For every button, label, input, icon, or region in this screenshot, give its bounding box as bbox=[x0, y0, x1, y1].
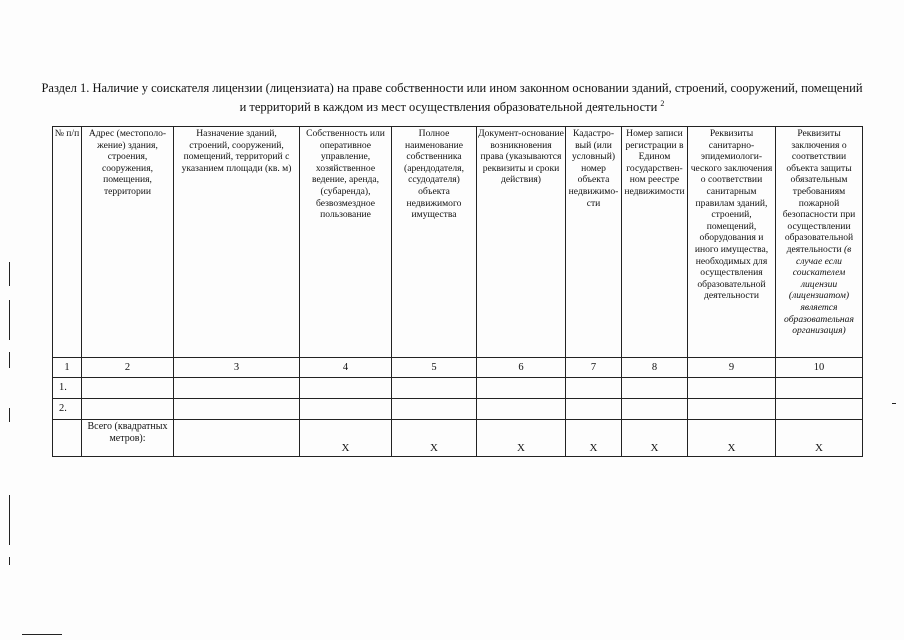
column-number: 1 bbox=[53, 358, 82, 378]
scan-artifact-left-mark bbox=[9, 300, 10, 340]
header-cell-purpose: Назначение зданий, строений, сооружений, помещений, территорий с указанием площади (кв. м) bbox=[174, 127, 300, 358]
table-row bbox=[53, 399, 863, 420]
table-cell[interactable] bbox=[688, 378, 776, 399]
total-row bbox=[53, 420, 863, 457]
table-cell[interactable] bbox=[174, 378, 300, 399]
header-cell-sanitary-conclusion: Реквизиты санитарно-эпидемиологи-ческого заключения о соответствии санитарным правилам зданий, строений, помещений, оборудования и иного имущества, необходимых для осуществления образовательной деятельности bbox=[688, 127, 776, 358]
scan-artifact-speck bbox=[892, 403, 896, 404]
column-number: 7 bbox=[566, 358, 622, 378]
total-area-cell[interactable] bbox=[174, 420, 300, 457]
fire-safety-header-note: (в случае если соискателем лицензии (лицензиатом) является образовательная организация) bbox=[784, 243, 854, 337]
premises-table bbox=[52, 126, 863, 457]
total-empty-cell bbox=[53, 420, 82, 457]
header-cell-fire-safety bbox=[776, 127, 863, 358]
total-x-mark: X bbox=[776, 420, 863, 457]
table-cell[interactable] bbox=[566, 378, 622, 399]
scan-artifact-left-mark bbox=[9, 557, 10, 565]
scan-artifact-bottom-line bbox=[22, 634, 62, 635]
table-cell[interactable] bbox=[776, 378, 863, 399]
table-cell[interactable] bbox=[392, 378, 477, 399]
scan-artifact-left-mark bbox=[9, 495, 10, 545]
table-cell[interactable] bbox=[566, 399, 622, 420]
table-cell[interactable] bbox=[82, 378, 174, 399]
table-cell[interactable] bbox=[82, 399, 174, 420]
scan-artifact-left-mark bbox=[9, 352, 10, 368]
total-x-mark: X bbox=[392, 420, 477, 457]
scan-artifact-left-mark bbox=[9, 262, 10, 286]
total-x-mark: X bbox=[566, 420, 622, 457]
column-number: 3 bbox=[174, 358, 300, 378]
column-number: 8 bbox=[622, 358, 688, 378]
total-label: Всего (квадратных метров): bbox=[82, 420, 174, 457]
table-cell[interactable] bbox=[477, 378, 566, 399]
header-cell-number: № п/п bbox=[53, 127, 82, 358]
header-cell-registry-record: Номер записи регистрации в Едином государствен-ном реестре недвижимости bbox=[622, 127, 688, 358]
table-cell[interactable] bbox=[300, 399, 392, 420]
column-number: 10 bbox=[776, 358, 863, 378]
scan-artifact-left-mark bbox=[9, 408, 10, 422]
table-cell[interactable] bbox=[392, 399, 477, 420]
column-number: 5 bbox=[392, 358, 477, 378]
fire-safety-header-text: Реквизиты заключения о соответствии объекта защиты обязательным требованиям пожарной безопасности при осуществлении образовательной деятельности bbox=[782, 128, 856, 255]
column-number: 4 bbox=[300, 358, 392, 378]
column-number: 6 bbox=[477, 358, 566, 378]
footnote-mark: 2 bbox=[660, 99, 665, 108]
section-title bbox=[40, 80, 864, 115]
section-title-text: Раздел 1. Наличие у соискателя лицензии (лицензиата) на праве собственности или ином законном основании зданий, строений, сооружений, помещений и территорий в каждом из мест осуществления образовательной деятельности bbox=[41, 81, 863, 115]
column-number: 2 bbox=[82, 358, 174, 378]
total-x-mark: X bbox=[688, 420, 776, 457]
column-number: 9 bbox=[688, 358, 776, 378]
column-number-row bbox=[53, 358, 863, 378]
table-cell[interactable] bbox=[776, 399, 863, 420]
table-cell[interactable] bbox=[300, 378, 392, 399]
row-number: 2. bbox=[53, 399, 82, 420]
total-x-mark: X bbox=[300, 420, 392, 457]
header-cell-address: Адрес (местополо-жение) здания, строения, сооружения, помещения, территории bbox=[82, 127, 174, 358]
total-x-mark: X bbox=[477, 420, 566, 457]
table-cell[interactable] bbox=[477, 399, 566, 420]
table-cell[interactable] bbox=[174, 399, 300, 420]
total-x-mark: X bbox=[622, 420, 688, 457]
table-cell[interactable] bbox=[622, 378, 688, 399]
table-cell[interactable] bbox=[688, 399, 776, 420]
header-cell-owner-name: Полное наименование собственника (арендодателя, ссудодателя) объекта недвижимого имущества bbox=[392, 127, 477, 358]
table-row bbox=[53, 378, 863, 399]
header-cell-basis-document: Документ-основание возникновения права (указываются реквизиты и сроки действия) bbox=[477, 127, 566, 358]
header-cell-ownership: Собственность или оперативное управление, хозяйственное ведение, аренда, (субаренда), безвозмездное пользование bbox=[300, 127, 392, 358]
row-number: 1. bbox=[53, 378, 82, 399]
table-header-row bbox=[53, 127, 863, 358]
table-cell[interactable] bbox=[622, 399, 688, 420]
header-cell-cadastral-number: Кадастро-вый (или условный) номер объекта недвижимо-сти bbox=[566, 127, 622, 358]
